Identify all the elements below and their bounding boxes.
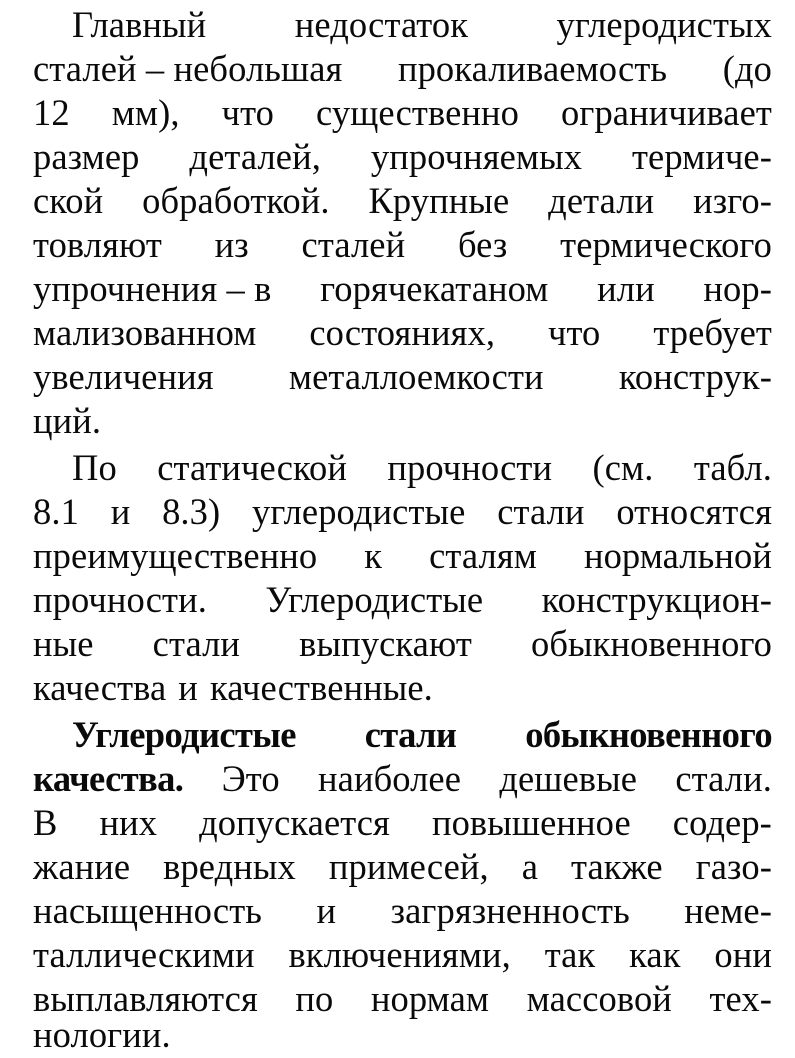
word: так	[544, 934, 596, 975]
word: прочности	[387, 447, 553, 488]
paragraph-3-line-8	[33, 1014, 772, 1058]
paragraph-3-line-2	[33, 758, 772, 802]
word: углеродистых	[556, 4, 772, 45]
bold-word: стали	[364, 714, 457, 755]
word: размер	[33, 136, 140, 177]
word: мм),	[111, 92, 180, 133]
word: Крупные	[368, 180, 510, 221]
word: (до	[722, 48, 772, 89]
paragraph-3-line-4	[33, 846, 772, 890]
paragraph-2-line-6	[33, 667, 772, 711]
word: упрочняемых	[370, 136, 583, 177]
word: жание	[33, 846, 131, 887]
word: ций.	[33, 400, 102, 441]
word: качественные.	[209, 667, 433, 708]
word: углеродистые	[252, 491, 466, 532]
bold-word: обыкновенного	[525, 714, 772, 755]
word: обработкой.	[142, 180, 330, 221]
paragraph-2-line-4	[33, 579, 772, 623]
word: насыщенность	[33, 890, 262, 931]
word: табл.	[693, 447, 772, 488]
word: загрязненность	[390, 890, 630, 931]
word: нормальной	[583, 535, 772, 576]
word: по	[295, 978, 334, 1019]
word: Углеродистые	[265, 579, 484, 620]
paragraph-1-line-2	[33, 48, 772, 92]
word: газо-	[695, 846, 772, 887]
paragraph-1-line-10	[33, 400, 772, 444]
paragraph-1-line-5	[33, 180, 772, 224]
word: неме-	[684, 890, 772, 931]
word: 8.3)	[162, 491, 221, 532]
word: стали.	[675, 758, 772, 799]
word: стали	[497, 491, 585, 532]
paragraph-3-line-5	[33, 890, 772, 934]
word: или	[597, 268, 655, 309]
word: наиболее	[318, 758, 462, 799]
word: конструк-	[618, 356, 772, 397]
paragraph-1-line-9	[33, 356, 772, 400]
word: товляют	[33, 224, 162, 265]
word: выплавляются	[33, 978, 258, 1019]
word: дешевые	[499, 758, 638, 799]
word: изго-	[693, 180, 772, 221]
paragraph-1-line-1	[72, 4, 772, 48]
word: нормам	[370, 978, 490, 1019]
word: примесей,	[328, 846, 489, 887]
word: без	[457, 224, 508, 265]
word: стали	[152, 623, 241, 664]
word: вредных	[163, 846, 296, 887]
word: обыкновенного	[530, 623, 772, 664]
word: мализованном	[33, 312, 257, 353]
word: включениями,	[288, 934, 511, 975]
word: что	[548, 312, 601, 353]
word: недостаток	[294, 4, 469, 45]
paragraph-1-line-6	[33, 224, 772, 268]
word: ской	[33, 180, 104, 221]
word: преимущественно	[33, 535, 318, 576]
word: и	[110, 491, 131, 532]
word: металлоемкости	[288, 356, 544, 397]
word: сталям	[429, 535, 537, 576]
paragraph-3-line-6	[33, 934, 772, 978]
word: (см.	[592, 447, 654, 488]
word: из	[214, 224, 249, 265]
paragraph-1-line-8	[33, 312, 772, 356]
paragraph-2-line-5	[33, 623, 772, 667]
word: таллическими	[33, 934, 255, 975]
word: горячекатаном	[320, 268, 549, 309]
word: нор-	[703, 268, 772, 309]
word: прокаливаемость	[397, 48, 668, 89]
word: нологии.	[33, 1014, 171, 1055]
word: детали	[548, 180, 655, 221]
word: термического	[560, 224, 772, 265]
word: деталей,	[189, 136, 321, 177]
word: содер-	[672, 802, 772, 843]
word: сталей – небольшая	[33, 48, 343, 89]
word: выпускают	[299, 623, 472, 664]
word: упрочнения – в	[33, 268, 272, 309]
word: В	[33, 802, 58, 843]
word: тех-	[709, 978, 772, 1019]
bold-word: качества.	[33, 758, 184, 799]
word: и	[316, 890, 337, 931]
word: массовой	[526, 978, 672, 1019]
word: термиче-	[631, 136, 772, 177]
paragraph-2-line-3	[33, 535, 772, 579]
word: Главный	[72, 4, 207, 45]
paragraph-1-line-7	[33, 268, 772, 312]
paragraph-1-line-4	[33, 136, 772, 180]
word: 8.1	[33, 491, 79, 532]
word: ные	[33, 623, 94, 664]
word: существенно	[316, 92, 520, 133]
paragraph-3-line-1	[72, 714, 772, 758]
paragraph-3-line-3	[33, 802, 772, 846]
word: состояниях,	[309, 312, 496, 353]
word: повышенное	[431, 802, 631, 843]
word: также	[570, 846, 663, 887]
paragraph-1-line-3	[33, 92, 772, 136]
word: качества	[33, 667, 167, 708]
word: Это	[221, 758, 280, 799]
word: увеличения	[33, 356, 214, 397]
word: них	[99, 802, 158, 843]
word: допускается	[199, 802, 390, 843]
paragraph-2-line-1	[72, 447, 772, 491]
word: По	[72, 447, 117, 488]
word: статической	[157, 447, 347, 488]
bold-word: Углеродистые	[72, 714, 296, 755]
word: что	[221, 92, 275, 133]
word: ограничивает	[561, 92, 772, 133]
word: прочности.	[33, 579, 207, 620]
word: как	[629, 934, 681, 975]
word: а	[521, 846, 539, 887]
word: относятся	[616, 491, 772, 532]
word: требует	[653, 312, 772, 353]
paragraph-2-line-2	[33, 491, 772, 535]
word: конструкцион-	[541, 579, 772, 620]
word: 12	[33, 92, 70, 133]
word: и	[178, 667, 198, 708]
word: сталей	[301, 224, 406, 265]
word: они	[714, 934, 772, 975]
word: к	[364, 535, 383, 576]
